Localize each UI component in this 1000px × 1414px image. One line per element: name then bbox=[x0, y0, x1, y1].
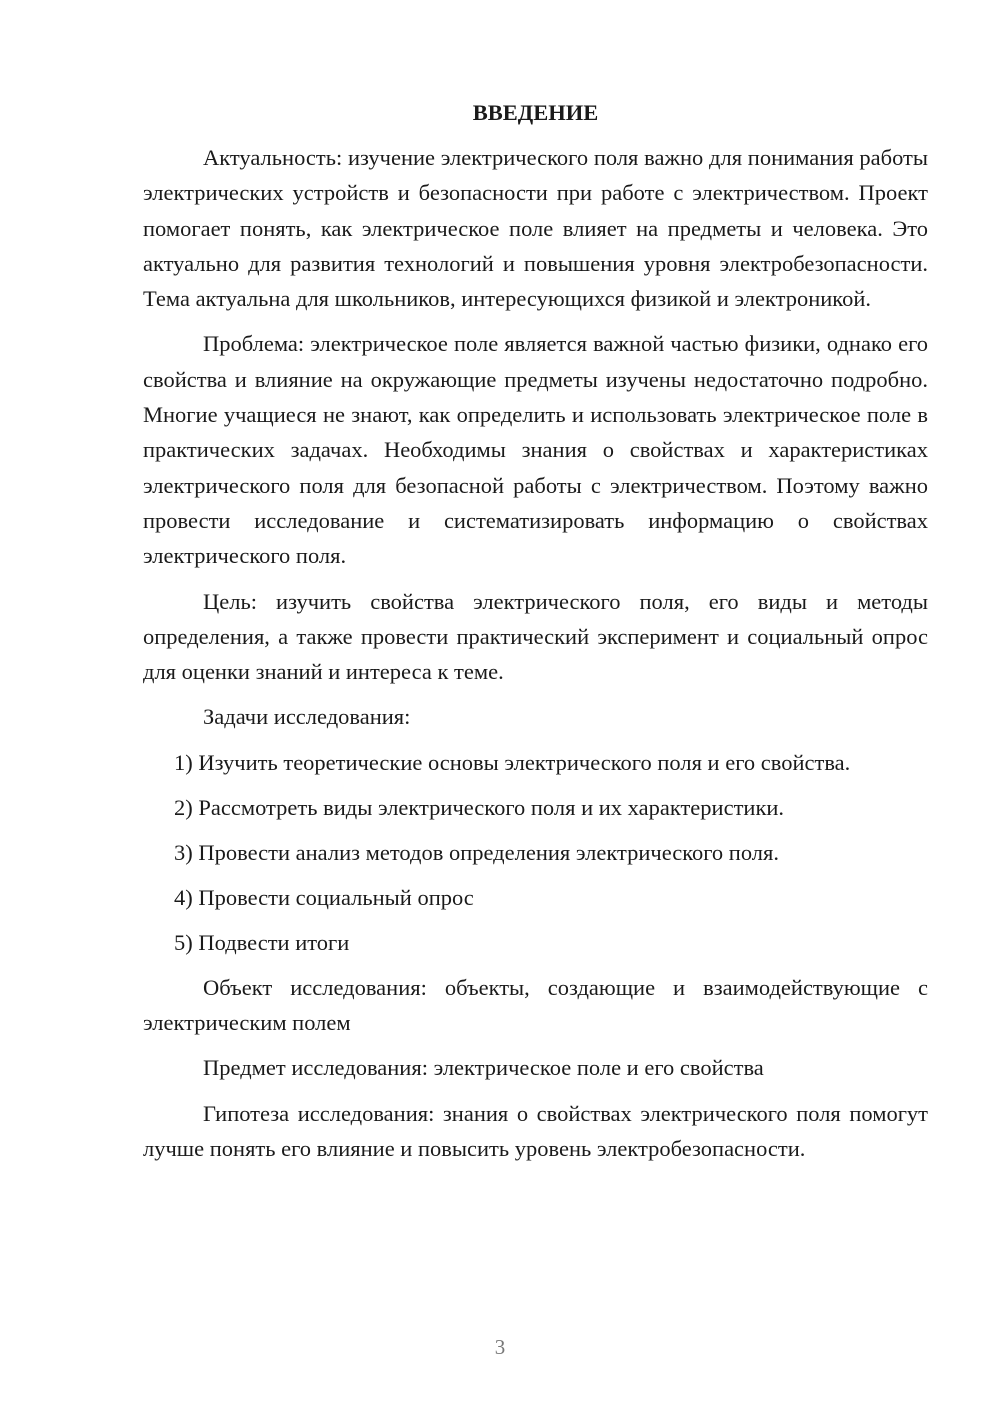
task-list bbox=[143, 745, 928, 960]
task-item: 1) Изучить теоретические основы электрического поля и его свойства. bbox=[174, 749, 851, 775]
task-item: 2) Рассмотреть виды электрического поля и их характеристики. bbox=[174, 794, 785, 820]
page-content bbox=[143, 95, 928, 1166]
paragraph-goal: Цель: изучить свойства электрического поля, его виды и методы определения, а также провести практический эксперимент и социальный опрос для оценки знаний и интереса к теме. bbox=[143, 588, 928, 685]
paragraph-problem: Проблема: электрическое поле является важной частью физики, однако его свойства и влияние на окружающие предметы изучены недостаточно подробно. Многие учащиеся не знают, как определить и использовать электрическое поле в практических задачах. Необходимы знания о свойствах и характеристиках электрического поля для безопасной работы с электричеством. Поэтому важно провести исследование и систематизировать информацию о свойствах электрического поля. bbox=[143, 331, 928, 569]
paragraph-hypothesis: Гипотеза исследования: знания о свойствах электрического поля помогут лучше понять его влияние и повысить уровень электробезопасности. bbox=[143, 1100, 928, 1161]
paragraph-subject: Предмет исследования: электрическое поле и его свойства bbox=[203, 1055, 764, 1081]
paragraph-relevance: Актуальность: изучение электрического поля важно для понимания работы электрических устройств и безопасности при работе с электричеством. Проект помогает понять, как электрическое поле влияет на предметы и человека. Это актуально для развития технологий и повышения уровня электробезопасности. Тема актуальна для школьников, интересующихся физикой и электроникой. bbox=[143, 145, 928, 312]
paragraph-object: Объект исследования: объекты, создающие и взаимодействующие с электрическим полем bbox=[143, 974, 928, 1036]
page-title: ВВЕДЕНИЕ bbox=[472, 100, 599, 125]
task-item: 5) Подвести итоги bbox=[174, 929, 350, 955]
task-item: 4) Провести социальный опрос bbox=[174, 884, 474, 910]
paragraph-tasks-heading: Задачи исследования: bbox=[203, 704, 411, 730]
task-item: 3) Провести анализ методов определения электрического поля. bbox=[174, 839, 780, 865]
page-number: 3 bbox=[494, 1335, 506, 1359]
